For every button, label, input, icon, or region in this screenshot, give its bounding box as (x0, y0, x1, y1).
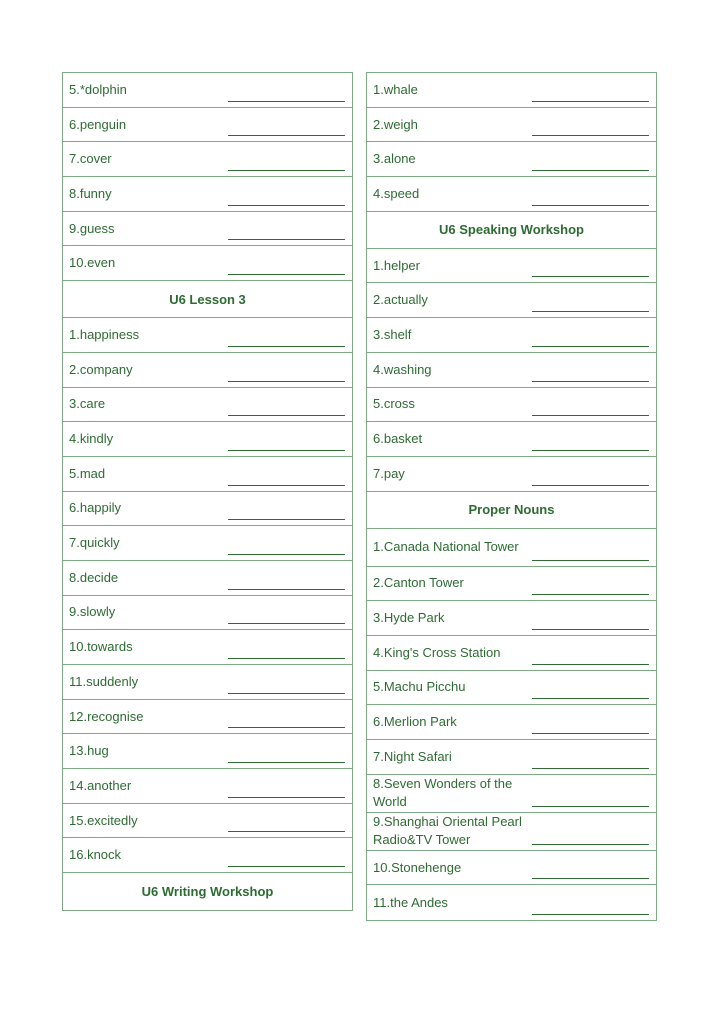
answer-blank[interactable] (228, 381, 345, 382)
vocab-word: 8.decide (69, 569, 119, 585)
vocab-word: 10.even (69, 255, 116, 271)
vocab-word: 5.cross (373, 396, 415, 412)
vocab-row (63, 388, 352, 423)
answer-blank[interactable] (532, 381, 649, 382)
vocab-row (63, 212, 352, 247)
vocab-word: 9.Shanghai Oriental Pearl Radio&TV Tower (373, 814, 522, 848)
vocab-word: 1.Canada National Tower (373, 539, 519, 555)
answer-blank[interactable] (228, 554, 345, 555)
vocab-row (63, 596, 352, 631)
vocab-word: 6.basket (373, 431, 423, 447)
answer-blank[interactable] (532, 450, 649, 451)
vocab-word: 7.cover (69, 151, 112, 167)
vocab-word: 3.Hyde Park (373, 610, 445, 626)
vocab-row (63, 177, 352, 212)
answer-blank[interactable] (228, 623, 345, 624)
answer-blank[interactable] (532, 806, 649, 807)
answer-blank[interactable] (532, 914, 649, 915)
vocab-word: 2.company (69, 361, 133, 377)
answer-blank[interactable] (532, 415, 649, 416)
left-vocab-table (62, 72, 353, 911)
answer-blank[interactable] (532, 844, 649, 845)
vocab-row (367, 636, 656, 671)
vocab-row (367, 422, 656, 457)
answer-blank[interactable] (532, 311, 649, 312)
section-title: U6 Lesson 3 (169, 291, 246, 307)
vocab-row (63, 526, 352, 561)
answer-blank[interactable] (532, 170, 649, 171)
section-header (367, 212, 656, 249)
answer-blank[interactable] (228, 762, 345, 763)
answer-blank[interactable] (228, 450, 345, 451)
vocab-word: 3.care (69, 396, 106, 412)
vocab-row (63, 804, 352, 839)
vocab-row (367, 775, 656, 813)
answer-blank[interactable] (228, 239, 345, 240)
answer-blank[interactable] (228, 415, 345, 416)
vocab-word: 9.guess (69, 220, 115, 236)
answer-blank[interactable] (228, 170, 345, 171)
vocab-row (367, 142, 656, 177)
answer-blank[interactable] (532, 560, 649, 561)
vocab-row (367, 318, 656, 353)
answer-blank[interactable] (228, 658, 345, 659)
vocab-row (367, 177, 656, 212)
vocab-word: 4.speed (373, 185, 420, 201)
vocab-word: 7.quickly (69, 535, 120, 551)
vocab-row (63, 769, 352, 804)
vocab-row (63, 734, 352, 769)
vocab-word: 8.Seven Wonders of the World (373, 776, 513, 810)
answer-blank[interactable] (532, 276, 649, 277)
answer-blank[interactable] (532, 594, 649, 595)
answer-blank[interactable] (228, 693, 345, 694)
vocab-row (367, 567, 656, 602)
answer-blank[interactable] (228, 485, 345, 486)
vocab-word: 6.Merlion Park (373, 714, 457, 730)
vocab-word: 2.weigh (373, 116, 418, 132)
answer-blank[interactable] (228, 797, 345, 798)
answer-blank[interactable] (532, 733, 649, 734)
vocab-row (367, 249, 656, 284)
vocab-row (63, 353, 352, 388)
answer-blank[interactable] (228, 135, 345, 136)
vocab-word: 1.whale (373, 81, 418, 97)
vocab-word: 10.towards (69, 639, 133, 655)
vocab-word: 11.the Andes (373, 894, 448, 910)
vocab-row (367, 388, 656, 423)
vocab-row (63, 108, 352, 143)
answer-blank[interactable] (532, 346, 649, 347)
vocab-word: 9.slowly (69, 604, 116, 620)
vocab-word: 4.King's Cross Station (373, 644, 501, 660)
answer-blank[interactable] (532, 629, 649, 630)
vocab-row (63, 142, 352, 177)
vocab-word: 6.penguin (69, 116, 127, 132)
vocab-row (63, 492, 352, 527)
vocab-row (63, 665, 352, 700)
vocab-word: 1.helper (373, 257, 420, 273)
answer-blank[interactable] (532, 135, 649, 136)
vocab-row (63, 73, 352, 108)
answer-blank[interactable] (228, 589, 345, 590)
answer-blank[interactable] (532, 101, 649, 102)
section-title: U6 Speaking Workshop (439, 222, 584, 238)
answer-blank[interactable] (532, 768, 649, 769)
vocab-row (63, 561, 352, 596)
vocab-word: 5.Machu Picchu (373, 679, 466, 695)
vocab-word: 4.washing (373, 361, 432, 377)
vocab-row (63, 318, 352, 353)
vocab-word: 7.Night Safari (373, 748, 452, 764)
vocab-row (367, 740, 656, 775)
vocab-row (63, 700, 352, 735)
answer-blank[interactable] (228, 346, 345, 347)
vocab-row (367, 108, 656, 143)
right-vocab-table (366, 72, 657, 921)
vocab-word: 3.alone (373, 151, 416, 167)
vocab-word: 6.happily (69, 500, 122, 516)
answer-blank[interactable] (228, 205, 345, 206)
answer-blank[interactable] (228, 101, 345, 102)
vocab-word: 12.recognise (69, 708, 144, 724)
vocab-row (367, 705, 656, 740)
vocab-row (367, 671, 656, 706)
vocab-word: 2.actually (373, 292, 428, 308)
vocab-row (367, 851, 656, 886)
vocab-word: 2.Canton Tower (373, 575, 464, 591)
vocab-row (367, 601, 656, 636)
answer-blank[interactable] (532, 664, 649, 665)
vocab-word: 8.funny (69, 185, 112, 201)
vocab-row (367, 283, 656, 318)
vocab-word: 4.kindly (69, 431, 114, 447)
section-header (367, 492, 656, 529)
vocab-row (367, 813, 656, 851)
vocab-word: 10.Stonehenge (373, 859, 462, 875)
vocab-word: 5.mad (69, 465, 106, 481)
vocab-word: 15.excitedly (69, 812, 138, 828)
vocab-row (367, 457, 656, 492)
vocab-word: 1.happiness (69, 326, 140, 342)
vocab-word: 5.*dolphin (69, 81, 127, 97)
vocab-row (63, 838, 352, 873)
vocab-row (367, 885, 656, 920)
answer-blank[interactable] (228, 727, 345, 728)
section-header (63, 281, 352, 318)
answer-blank[interactable] (532, 485, 649, 486)
answer-blank[interactable] (228, 831, 345, 832)
answer-blank[interactable] (228, 866, 345, 867)
vocab-word: 14.another (69, 777, 132, 793)
section-title: U6 Writing Workshop (141, 884, 274, 900)
vocab-word: 13.hug (69, 743, 109, 759)
answer-blank[interactable] (532, 878, 649, 879)
vocab-word: 7.pay (373, 465, 405, 481)
vocab-row (367, 529, 656, 567)
vocab-row (63, 246, 352, 281)
vocab-row (367, 353, 656, 388)
vocab-row (367, 73, 656, 108)
vocab-word: 3.shelf (373, 326, 412, 342)
answer-blank[interactable] (228, 519, 345, 520)
vocab-word: 16.knock (69, 847, 122, 863)
vocab-row (63, 422, 352, 457)
answer-blank[interactable] (532, 205, 649, 206)
section-header (63, 873, 352, 910)
section-title: Proper Nouns (468, 502, 555, 518)
vocab-row (63, 457, 352, 492)
answer-blank[interactable] (532, 698, 649, 699)
vocab-word: 11.suddenly (69, 673, 139, 689)
answer-blank[interactable] (228, 274, 345, 275)
vocab-row (63, 630, 352, 665)
